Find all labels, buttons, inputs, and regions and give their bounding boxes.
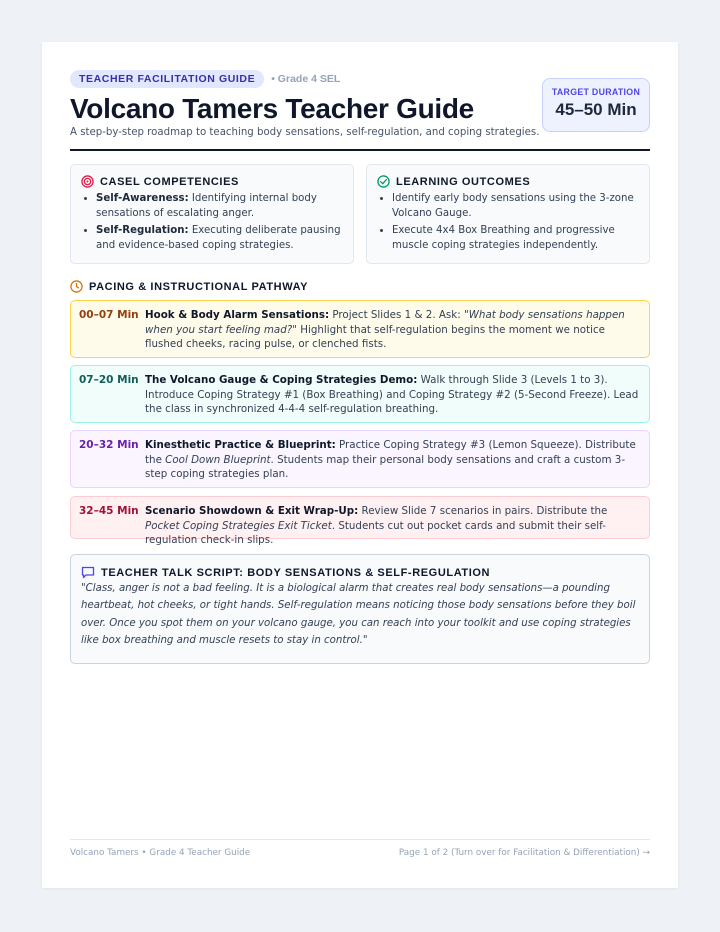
pacing-description xyxy=(145,308,639,357)
outcomes-card xyxy=(366,164,650,264)
guide-page xyxy=(42,42,678,888)
footer-left: Volcano Tamers • Grade 4 Teacher Guide xyxy=(70,848,251,858)
outcomes-list xyxy=(377,192,639,253)
script-heading xyxy=(81,566,639,579)
duration-value: 45–50 Min xyxy=(555,100,637,119)
page-title: Volcano Tamers Teacher Guide xyxy=(70,93,474,124)
pacing-title: Scenario Showdown & Exit Wrap-Up: xyxy=(145,505,359,517)
pacing-description xyxy=(145,504,639,547)
outcomes-heading-text: LEARNING OUTCOMES xyxy=(396,175,531,188)
check-circle-icon xyxy=(377,175,390,188)
page-subtitle: A step-by-step roadmap to teaching body sensations, self-regulation, and coping strategies. xyxy=(70,127,540,138)
casel-heading xyxy=(81,175,343,188)
footer-divider xyxy=(70,839,650,840)
casel-item-text: Identifying internal body sensations of escalating anger. xyxy=(96,193,317,219)
pacing-text: Review Slide 7 scenarios in pairs. Distribute the xyxy=(358,505,608,517)
pacing-description xyxy=(145,373,639,422)
list-item xyxy=(96,192,343,221)
pacing-heading xyxy=(70,280,308,293)
page-content xyxy=(70,70,650,647)
pacing-title: The Volcano Gauge & Coping Strategies Demo: xyxy=(145,374,418,386)
outcomes-heading xyxy=(377,175,639,188)
grade-label: • Grade 4 SEL xyxy=(271,73,341,85)
casel-item-text: Executing deliberate pausing and evidence-based coping strategies. xyxy=(96,225,341,251)
script-text: "Class, anger is not a bad feeling. It is a biological alarm that creates real body sensations—a pounding heartbeat, hot cheeks, or tight hands. Self-regulation means noticing those body sensations before they boil over. Once you spot them on your volcano gauge, you can reach into your toolkit and use coping strategies like box breathing and muscle resets to stay in control." xyxy=(81,583,636,647)
pacing-text: Walk through Slide 3 (Levels 1 to 3). Introduce Coping Strategy #1 (Box Breathing) and Coping Strategy #2 (5-Second Freeze). Lead the class in synchronized 4-4-4 self-regulation breathing. xyxy=(145,374,639,416)
pacing-row xyxy=(70,365,650,423)
casel-list xyxy=(81,192,343,253)
pacing-text: Highlight that self-regulation begins the moment we notice flushed cheeks, racing pulse, or clenched fists. xyxy=(145,323,605,351)
pacing-row xyxy=(70,300,650,358)
script-heading-text: TEACHER TALK SCRIPT: BODY SENSATIONS & SELF-REGULATION xyxy=(101,566,491,579)
pacing-time: 07–20 Min xyxy=(79,374,139,386)
pacing-description xyxy=(145,438,639,487)
target-icon xyxy=(81,175,94,188)
pacing-handout: Pocket Coping Strategies Exit Ticket xyxy=(145,519,332,532)
clock-icon xyxy=(70,280,83,293)
pacing-quote: "What body sensations happen when you start feeling mad?" xyxy=(145,309,625,336)
pacing-text: . Students map their personal body sensations and craft a custom 3-step coping strategies plan. xyxy=(145,453,626,481)
pacing-title: Kinesthetic Practice & Blueprint: xyxy=(145,439,336,451)
pacing-row xyxy=(70,430,650,488)
casel-card xyxy=(70,164,354,264)
pacing-handout: Cool Down Blueprint xyxy=(165,453,271,466)
pacing-time: 20–32 Min xyxy=(79,439,139,451)
duration-label: TARGET DURATION xyxy=(551,87,641,97)
pacing-time: 32–45 Min xyxy=(79,505,139,517)
guide-type-badge: TEACHER FACILITATION GUIDE xyxy=(70,70,264,88)
pacing-text: . Students cut out pocket cards and submit their self-regulation check-in slips. xyxy=(145,519,606,547)
pacing-text: Project Slides 1 & 2. Ask: xyxy=(329,309,464,321)
pacing-time: 00–07 Min xyxy=(79,309,139,321)
list-item xyxy=(96,224,343,253)
casel-heading-text: CASEL COMPETENCIES xyxy=(100,175,239,188)
footer-right: Page 1 of 2 (Turn over for Facilitation & Differentiation) → xyxy=(398,848,650,858)
casel-item-label: Self-Regulation: xyxy=(96,225,189,237)
list-item: • Identify early body sensations using the 3-zone Volcano Gauge. xyxy=(392,192,639,221)
pacing-text: Practice Coping Strategy #3 (Lemon Squeeze). Distribute the xyxy=(145,439,636,466)
competency-cards xyxy=(70,164,650,264)
list-item: • Execute 4x4 Box Breathing and progressive muscle coping strategies independently. xyxy=(392,224,639,253)
casel-item-label: Self-Awareness: xyxy=(96,193,189,204)
pacing-heading-text: PACING & INSTRUCTIONAL PATHWAY xyxy=(89,280,309,293)
header-divider xyxy=(70,149,650,151)
duration-box xyxy=(542,78,650,132)
talk-script-box xyxy=(70,554,650,664)
pacing-row xyxy=(70,496,650,547)
chat-bubble-icon xyxy=(81,566,95,579)
pacing-title: Hook & Body Alarm Sensations: xyxy=(145,309,330,321)
